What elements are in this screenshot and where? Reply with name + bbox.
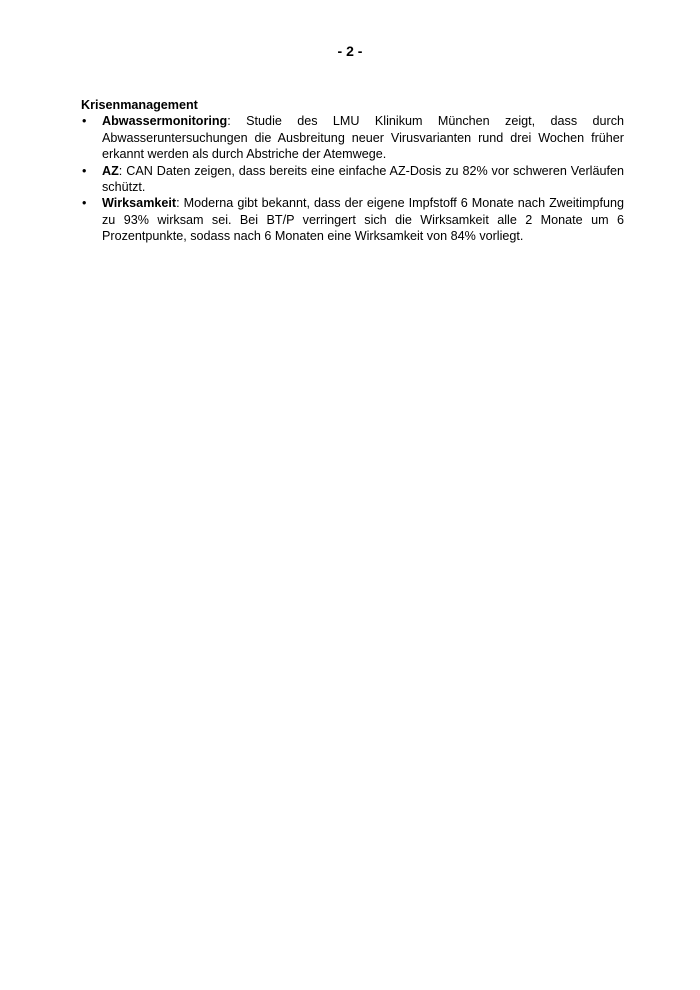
bullet-icon: • — [82, 196, 87, 211]
list-item-wirksamkeit — [81, 195, 624, 244]
bullet-icon: • — [82, 163, 87, 178]
item-term: AZ — [102, 163, 119, 178]
bullet-icon: • — [82, 114, 87, 129]
item-separator: : — [118, 163, 127, 178]
item-text: Studie des LMU Klinikum München zeigt, dass durch Abwasseruntersuchungen die Ausbreitung neuer Virusvarianten rund drei Wochen früher erkannt werden als durch Abstriche der Atemwege. — [102, 114, 625, 162]
section-heading: Krisenmanagement — [81, 98, 198, 112]
document-body — [81, 97, 624, 245]
item-text: Moderna gibt bekannt, dass der eigene Impfstoff 6 Monate nach Zweitimpfung zu 93% wirksam sei. Bei BT/P verringert sich die Wirksamkeit alle 2 Monate um 6 Prozentpunkte, sodass nach 6 Monaten eine Wirksamkeit von 84% vorliegt. — [102, 196, 624, 244]
item-term: Abwassermonitoring — [102, 114, 228, 129]
list-item-az — [81, 163, 624, 196]
item-text: CAN Daten zeigen, dass bereits eine einfache AZ-Dosis zu 82% vor schweren Verläufen schützt. — [102, 163, 624, 195]
bullet-list — [81, 113, 624, 244]
item-separator: : — [227, 114, 247, 129]
list-item-abwassermonitoring — [81, 113, 624, 162]
item-term: Wirksamkeit — [102, 196, 177, 211]
item-separator: : — [176, 196, 184, 211]
page-number: - 2 - — [337, 43, 363, 59]
